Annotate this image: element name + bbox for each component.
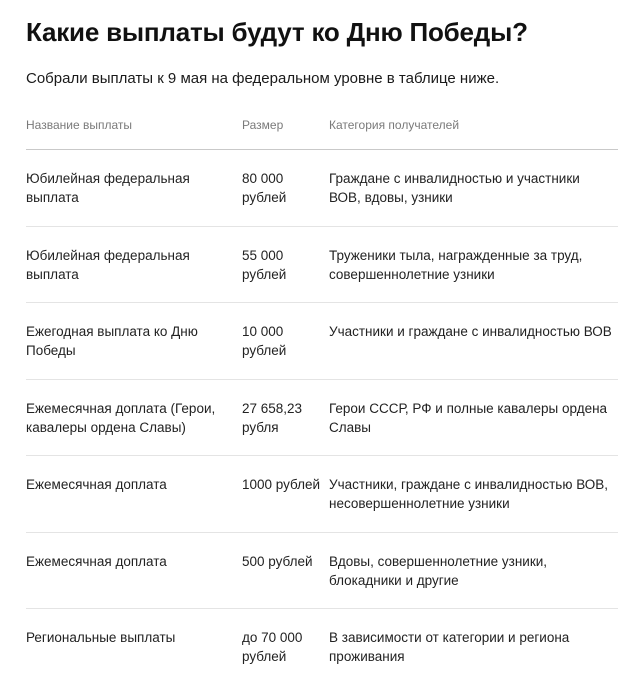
article-title: Какие выплаты будут ко Дню Победы?	[26, 17, 528, 47]
cell-payment-name: Ежемесячная доплата (Герои, кавалеры ордена Славы)	[26, 400, 216, 435]
cell-amount: 27 658,23 рубля	[242, 400, 303, 435]
header-amount: Размер	[242, 118, 284, 132]
header-payment-name: Название выплаты	[26, 118, 132, 132]
cell-recipients: В зависимости от категории и региона проживания	[329, 630, 570, 664]
cell-amount: до 70 000 рублей	[242, 630, 303, 664]
cell-amount: 80 000 рублей	[242, 171, 287, 205]
cell-amount: 1000 рублей	[242, 477, 321, 492]
article-lead: Собрали выплаты к 9 мая на федеральном уровне в таблице ниже.	[26, 70, 500, 87]
cell-payment-name: Ежемесячная доплата	[26, 477, 167, 492]
cell-payment-name: Юбилейная федеральная выплата	[26, 247, 190, 282]
table-row	[26, 533, 618, 610]
cell-recipients: Вдовы, совершеннолетние узники, блокадники и другие	[329, 553, 548, 588]
cell-payment-name: Ежемесячная доплата	[26, 553, 167, 569]
table-header	[26, 112, 618, 150]
cell-payment-name: Юбилейная федеральная выплата	[26, 171, 190, 205]
cell-amount: 10 000 рублей	[242, 324, 287, 358]
cell-payment-name: Ежегодная выплата ко Дню Победы	[26, 324, 198, 358]
cell-amount: 55 000 рублей	[242, 247, 287, 282]
table-row	[26, 380, 618, 457]
table-row	[26, 227, 618, 304]
cell-recipients: Участники и граждане с инвалидностью ВОВ	[329, 324, 612, 339]
cell-recipients: Участники, граждане с инвалидностью ВОВ, несовершеннолетние узники	[329, 477, 609, 511]
header-recipients: Категория получателей	[329, 118, 460, 132]
cell-recipients: Герои СССР, РФ и полные кавалеры ордена Славы	[329, 400, 608, 435]
payments-table	[26, 112, 618, 675]
cell-recipients: Граждане с инвалидностью и участники ВОВ, вдовы, узники	[329, 171, 580, 205]
cell-payment-name: Региональные выплаты	[26, 630, 176, 645]
table-row	[26, 456, 618, 533]
cell-amount: 500 рублей	[242, 553, 313, 569]
cell-recipients: Труженики тыла, награжденные за труд, совершеннолетние узники	[329, 247, 583, 282]
table-row	[26, 609, 618, 675]
table-row	[26, 303, 618, 380]
table-row	[26, 150, 618, 227]
